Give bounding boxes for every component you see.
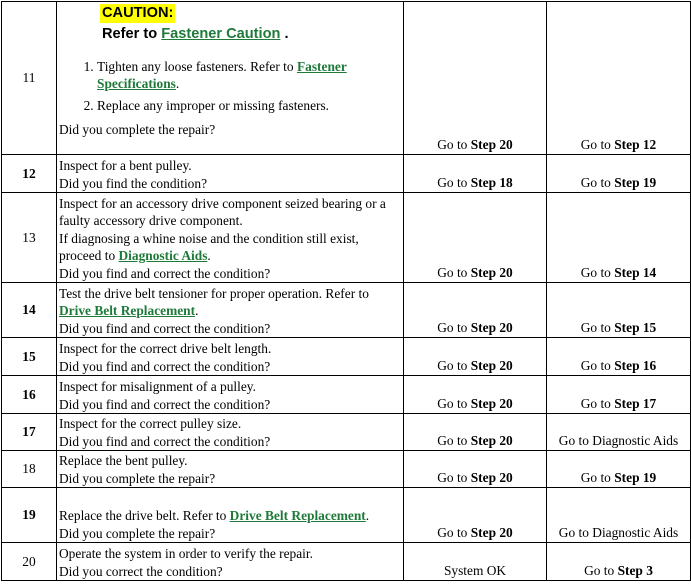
question-text: Did you find and correct the condition? bbox=[59, 358, 271, 374]
question-text: Did you complete the repair? bbox=[59, 525, 216, 541]
yes-step[interactable]: Step 20 bbox=[470, 319, 513, 335]
no-step[interactable]: Step 14 bbox=[614, 264, 657, 280]
step-number: 19 bbox=[2, 488, 57, 543]
no-cell: Go to Step 16 bbox=[547, 338, 691, 376]
action-cell: Operate the system in order to verify the repair. Did you correct the condition? bbox=[57, 543, 404, 581]
no-cell: Go to Step 15 bbox=[547, 283, 691, 338]
no-cell[interactable]: Go to Diagnostic Aids bbox=[547, 414, 691, 451]
no-cell: Go to Step 19 bbox=[547, 451, 691, 488]
question-text: Did you find the condition? bbox=[59, 175, 208, 191]
step-number: 15 bbox=[2, 338, 57, 376]
fastener-specifications-link[interactable]: Fastener Specifications bbox=[97, 59, 347, 91]
yes-cell: Go to Step 20 bbox=[404, 283, 547, 338]
table-row bbox=[2, 451, 691, 488]
yes-step[interactable]: Step 20 bbox=[470, 264, 513, 280]
action-cell: Inspect for the correct pulley size. Did you find and correct the condition? bbox=[57, 414, 404, 451]
table-row bbox=[2, 283, 691, 338]
action-cell: Inspect for a bent pulley. Did you find the condition? bbox=[57, 155, 404, 193]
yes-cell: Go to Step 20 bbox=[404, 451, 547, 488]
yes-cell: Go to Step 20 bbox=[404, 193, 547, 283]
table-row bbox=[2, 155, 691, 193]
no-cell: Go to Step 19 bbox=[547, 155, 691, 193]
yes-step[interactable]: Step 20 bbox=[470, 357, 513, 373]
no-step[interactable]: Step 15 bbox=[614, 319, 657, 335]
no-step[interactable]: Step 19 bbox=[614, 469, 657, 485]
table-row bbox=[2, 414, 691, 451]
substep-list bbox=[59, 58, 403, 114]
no-cell: Go to Step 3 bbox=[547, 543, 691, 581]
yes-step[interactable]: Step 20 bbox=[470, 395, 513, 411]
action-cell: Inspect for an accessory drive component seized bearing or a faulty accessory drive component. If diagnosing a whine noise and the condition still exist, proceed to Diagnostic Aids. Did you find and correct the condition? bbox=[57, 193, 404, 283]
yes-cell: Go to Step 18 bbox=[404, 155, 547, 193]
yes-cell: Go to Step 20 bbox=[404, 338, 547, 376]
yes-cell[interactable]: System OK bbox=[404, 543, 547, 581]
yes-cell: Go to Step 20 bbox=[404, 488, 547, 543]
yes-step[interactable]: Step 20 bbox=[470, 432, 513, 448]
caution-text: Refer to Fastener Caution . bbox=[102, 26, 289, 42]
no-step[interactable]: Step 16 bbox=[614, 357, 657, 373]
caution-label: CAUTION: bbox=[102, 5, 174, 21]
drive-belt-replacement-link[interactable]: Drive Belt Replacement bbox=[229, 508, 366, 523]
action-cell bbox=[57, 2, 404, 155]
no-cell: Go to Step 14 bbox=[547, 193, 691, 283]
question-text: Did you find and correct the condition? bbox=[59, 396, 271, 412]
step-number: 11 bbox=[2, 2, 57, 155]
table-row bbox=[2, 338, 691, 376]
yes-step[interactable]: Step 18 bbox=[470, 174, 513, 190]
diagnostic-table bbox=[1, 1, 691, 581]
no-step[interactable]: Step 12 bbox=[614, 136, 657, 152]
step-number: 20 bbox=[2, 543, 57, 581]
question-text: Did you correct the condition? bbox=[59, 563, 223, 579]
no-step[interactable]: Step 3 bbox=[617, 562, 653, 578]
question-text: Did you find and correct the condition? bbox=[59, 433, 271, 449]
yes-step[interactable]: Step 20 bbox=[470, 136, 513, 152]
table-row bbox=[2, 193, 691, 283]
yes-cell: Go to Step 20 bbox=[404, 2, 547, 155]
table-row bbox=[2, 543, 691, 581]
question-text: Did you find and correct the condition? bbox=[59, 320, 271, 336]
list-item: 1. Tighten any loose fasteners. Refer to Fastener Specifications. bbox=[97, 58, 403, 92]
fastener-caution-link[interactable]: Fastener Caution bbox=[161, 26, 281, 42]
drive-belt-replacement-link[interactable]: Drive Belt Replacement bbox=[59, 303, 196, 318]
yes-cell: Go to Step 20 bbox=[404, 376, 547, 414]
action-cell: Replace the drive belt. Refer to Drive Belt Replacement. Did you complete the repair? bbox=[57, 488, 404, 543]
no-cell[interactable]: Go to Diagnostic Aids bbox=[547, 488, 691, 543]
diagnostic-aids-link[interactable]: Diagnostic Aids bbox=[118, 248, 208, 263]
no-step[interactable]: Step 19 bbox=[614, 174, 657, 190]
yes-step[interactable]: Step 20 bbox=[470, 469, 513, 485]
caution-block bbox=[59, 2, 403, 45]
step-number: 18 bbox=[2, 451, 57, 488]
step-number: 12 bbox=[2, 155, 57, 193]
table-row bbox=[2, 2, 691, 155]
yes-cell: Go to Step 20 bbox=[404, 414, 547, 451]
table-row bbox=[2, 488, 691, 543]
no-cell: Go to Step 17 bbox=[547, 376, 691, 414]
step-number: 14 bbox=[2, 283, 57, 338]
step-number: 16 bbox=[2, 376, 57, 414]
question-text: Did you complete the repair? bbox=[59, 470, 216, 486]
action-cell: Inspect for the correct drive belt length. Did you find and correct the condition? bbox=[57, 338, 404, 376]
step-number: 13 bbox=[2, 193, 57, 283]
table-row bbox=[2, 376, 691, 414]
question-text: Did you complete the repair? bbox=[59, 122, 216, 137]
question-text: Did you find and correct the condition? bbox=[59, 265, 271, 281]
no-cell: Go to Step 12 bbox=[547, 2, 691, 155]
step-number: 17 bbox=[2, 414, 57, 451]
action-cell: Inspect for misalignment of a pulley. Did you find and correct the condition? bbox=[57, 376, 404, 414]
action-cell: Replace the bent pulley. Did you complete the repair? bbox=[57, 451, 404, 488]
list-item: 2. Replace any improper or missing fasteners. bbox=[97, 97, 403, 114]
action-cell: Test the drive belt tensioner for proper operation. Refer to Drive Belt Replacement. Did you find and correct the condition? bbox=[57, 283, 404, 338]
yes-step[interactable]: Step 20 bbox=[470, 524, 513, 540]
no-step[interactable]: Step 17 bbox=[614, 395, 657, 411]
